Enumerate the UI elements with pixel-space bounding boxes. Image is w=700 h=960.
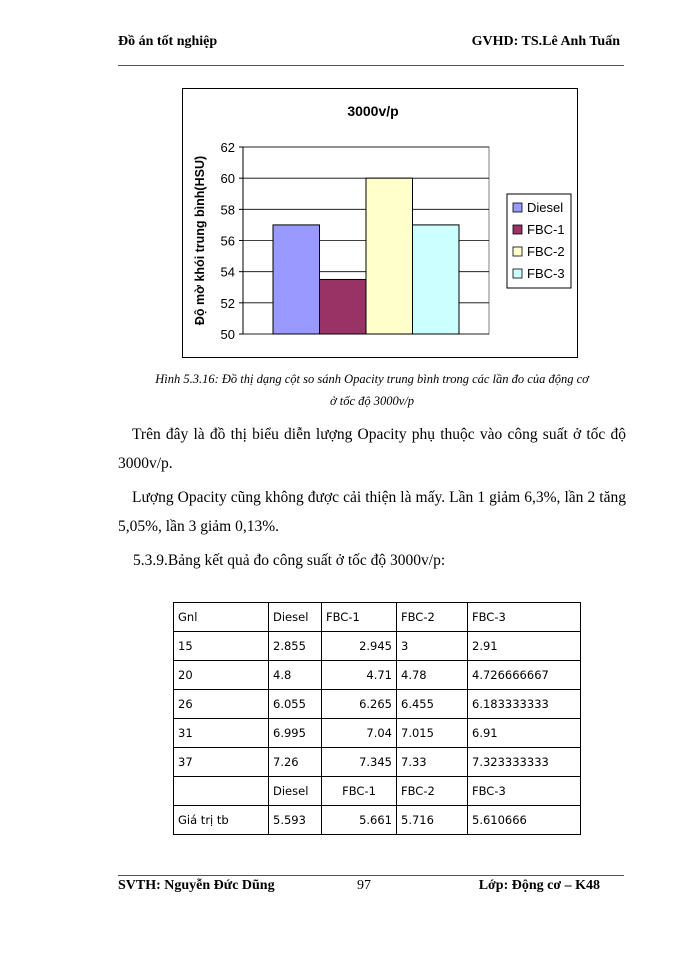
- cell: 6.183333333: [468, 690, 581, 719]
- cell: 5.593: [269, 806, 322, 835]
- y-tick-label: 52: [220, 295, 235, 311]
- cell: FBC-1: [322, 777, 397, 806]
- cell: 7.04: [322, 719, 397, 748]
- cell: 31: [174, 719, 269, 748]
- cell: 5.610666: [468, 806, 581, 835]
- y-tick-label: 60: [220, 171, 235, 187]
- cell: 4.726666667: [468, 661, 581, 690]
- cell: 7.33: [397, 748, 468, 777]
- cell: 2.855: [269, 632, 322, 661]
- legend-label: FBC-1: [527, 222, 565, 237]
- cell: 2.945: [322, 632, 397, 661]
- figure-caption: [120, 368, 624, 412]
- legend-label: Diesel: [527, 200, 564, 215]
- header-cell: FBC-3: [468, 603, 581, 632]
- cell: FBC-3: [468, 777, 581, 806]
- chart-title: 3000v/p: [347, 103, 399, 119]
- cell: 3: [397, 632, 468, 661]
- cell: 6.455: [397, 690, 468, 719]
- cell: 7.345: [322, 748, 397, 777]
- legend-swatch: [513, 269, 522, 278]
- footer-rule: [118, 875, 624, 876]
- y-tick-label: 50: [220, 327, 235, 342]
- cell: 4.78: [397, 661, 468, 690]
- cell: 4.71: [322, 661, 397, 690]
- cell: 4.8: [269, 661, 322, 690]
- header-rule: [118, 65, 624, 66]
- footer-left: SVTH: Nguyễn Đức Dũng: [118, 878, 275, 893]
- table-row: [174, 632, 581, 661]
- y-tick-label: 56: [220, 233, 235, 249]
- cell: 7.015: [397, 719, 468, 748]
- section-title: 5.3.9.Bảng kết quả đo công suất ở tốc độ 3000v/p:: [133, 552, 446, 569]
- table-avg-row: [174, 806, 581, 835]
- legend-swatch: [513, 225, 522, 234]
- y-tick-label: 58: [220, 202, 235, 218]
- bar-fbc-3: [413, 225, 460, 334]
- table-row: [174, 748, 581, 777]
- results-table: [173, 602, 581, 835]
- legend-label: FBC-3: [527, 266, 565, 281]
- header-cell: Diesel: [269, 603, 322, 632]
- legend-swatch: [513, 247, 522, 256]
- bar-diesel: [273, 225, 320, 334]
- table-row: [174, 661, 581, 690]
- header-cell: Gnl: [174, 603, 269, 632]
- caption-line-1: Hình 5.3.16: Đồ thị dạng cột so sánh Opacity trung bình trong các lần đo của động cơ: [155, 372, 589, 386]
- y-tick-label: 62: [220, 140, 235, 155]
- paragraph-1: Trên đây là đồ thị biểu diễn lượng Opacity phụ thuộc vào công suất ở tốc độ 3000v/p.: [118, 426, 626, 472]
- cell: 7.26: [269, 748, 322, 777]
- cell: 7.323333333: [468, 748, 581, 777]
- table-avg-header-row: [174, 777, 581, 806]
- cell: 26: [174, 690, 269, 719]
- cell: 5.716: [397, 806, 468, 835]
- paragraph-2: Lượng Opacity cũng không được cải thiện là mấy. Lần 1 giảm 6,3%, lần 2 tăng 5,05%, lần 3 giảm 0,13%.: [118, 489, 626, 535]
- cell: 6.995: [269, 719, 322, 748]
- cell: FBC-2: [397, 777, 468, 806]
- cell: 6.055: [269, 690, 322, 719]
- cell: 6.91: [468, 719, 581, 748]
- footer-right: Lớp: Động cơ – K48: [478, 878, 600, 893]
- y-tick-label: 54: [220, 264, 235, 280]
- cell: Giá trị tb: [174, 806, 269, 835]
- legend-label: FBC-2: [527, 244, 565, 259]
- bar-fbc-2: [366, 178, 413, 334]
- header-cell: FBC-1: [322, 603, 397, 632]
- cell: [174, 777, 269, 806]
- cell: 2.91: [468, 632, 581, 661]
- table-row: [174, 690, 581, 719]
- header-right: GVHD: TS.Lê Anh Tuấn: [471, 34, 620, 49]
- page-number: 97: [357, 878, 371, 893]
- cell: Diesel: [269, 777, 322, 806]
- cell: 20: [174, 661, 269, 690]
- header-left: Đồ án tốt nghiệp: [118, 34, 218, 49]
- table-row: [174, 719, 581, 748]
- caption-line-2: ở tốc độ 3000v/p: [329, 394, 415, 408]
- table-header-row: [174, 603, 581, 632]
- bar-fbc-1: [320, 279, 367, 334]
- legend-swatch: [513, 203, 522, 212]
- cell: 5.661: [322, 806, 397, 835]
- cell: 15: [174, 632, 269, 661]
- y-axis-label: Độ mờ khói trung bình(HSU): [193, 155, 207, 326]
- cell: 37: [174, 748, 269, 777]
- cell: 6.265: [322, 690, 397, 719]
- chart-frame: [182, 88, 578, 358]
- opacity-bar-chart: [183, 89, 577, 357]
- header-cell: FBC-2: [397, 603, 468, 632]
